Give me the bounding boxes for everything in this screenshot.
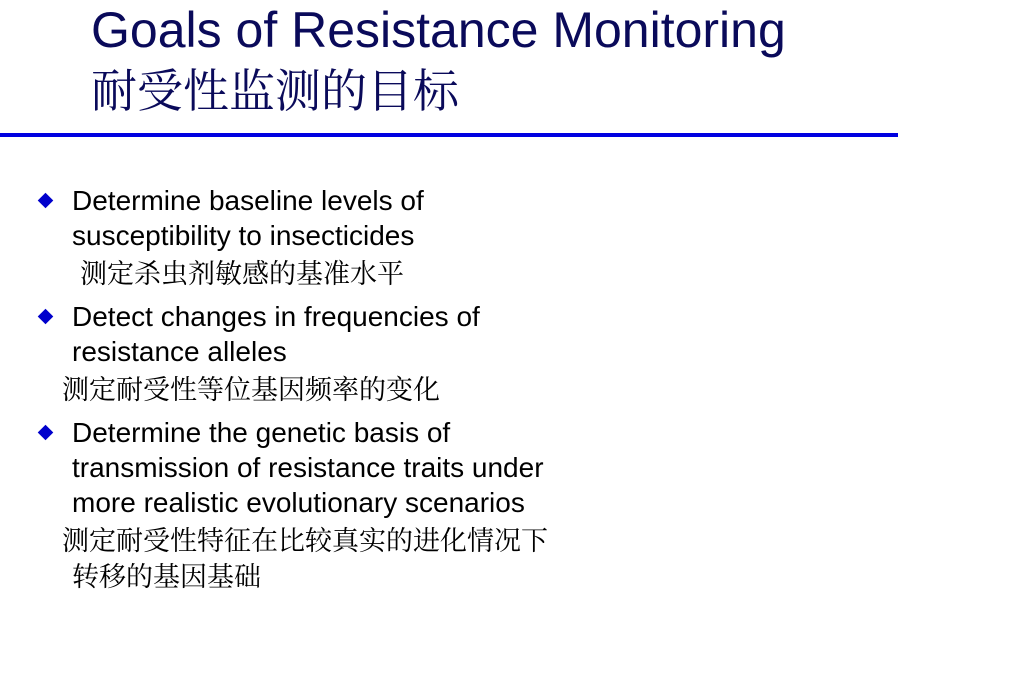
bullet-translation: 测定耐受性等位基因频率的变化 (62, 375, 440, 406)
bullet-item (36, 183, 676, 253)
bullet-text-line: Determine the genetic basis of (72, 417, 451, 448)
bullet-text-line: susceptibility to insecticides (72, 220, 415, 251)
bullet-translation: 转移的基因基础 (72, 562, 261, 593)
diamond-bullet-icon (38, 425, 54, 441)
diamond-bullet-icon (38, 309, 54, 325)
bullet-text-line: Detect changes in frequencies of (72, 301, 480, 332)
slide-title (91, 0, 786, 122)
title-english: Goals of Resistance Monitoring (91, 2, 786, 58)
bullet-translation: 测定耐受性特征在比较真实的进化情况下 (62, 526, 548, 557)
title-chinese: 耐受性监测的目标 (91, 64, 459, 118)
bullet-text-line: Determine baseline levels of (72, 185, 424, 216)
title-underline (0, 133, 898, 137)
bullet-text-line: resistance alleles (72, 336, 287, 367)
diamond-bullet-icon (38, 193, 54, 209)
bullet-item (36, 299, 676, 369)
bullet-text-line: transmission of resistance traits under (72, 452, 544, 483)
bullet-list (36, 183, 676, 596)
bullet-translation: 测定杀虫剂敏感的基准水平 (80, 259, 404, 290)
bullet-item (36, 415, 676, 520)
bullet-text-line: more realistic evolutionary scenarios (72, 487, 525, 518)
